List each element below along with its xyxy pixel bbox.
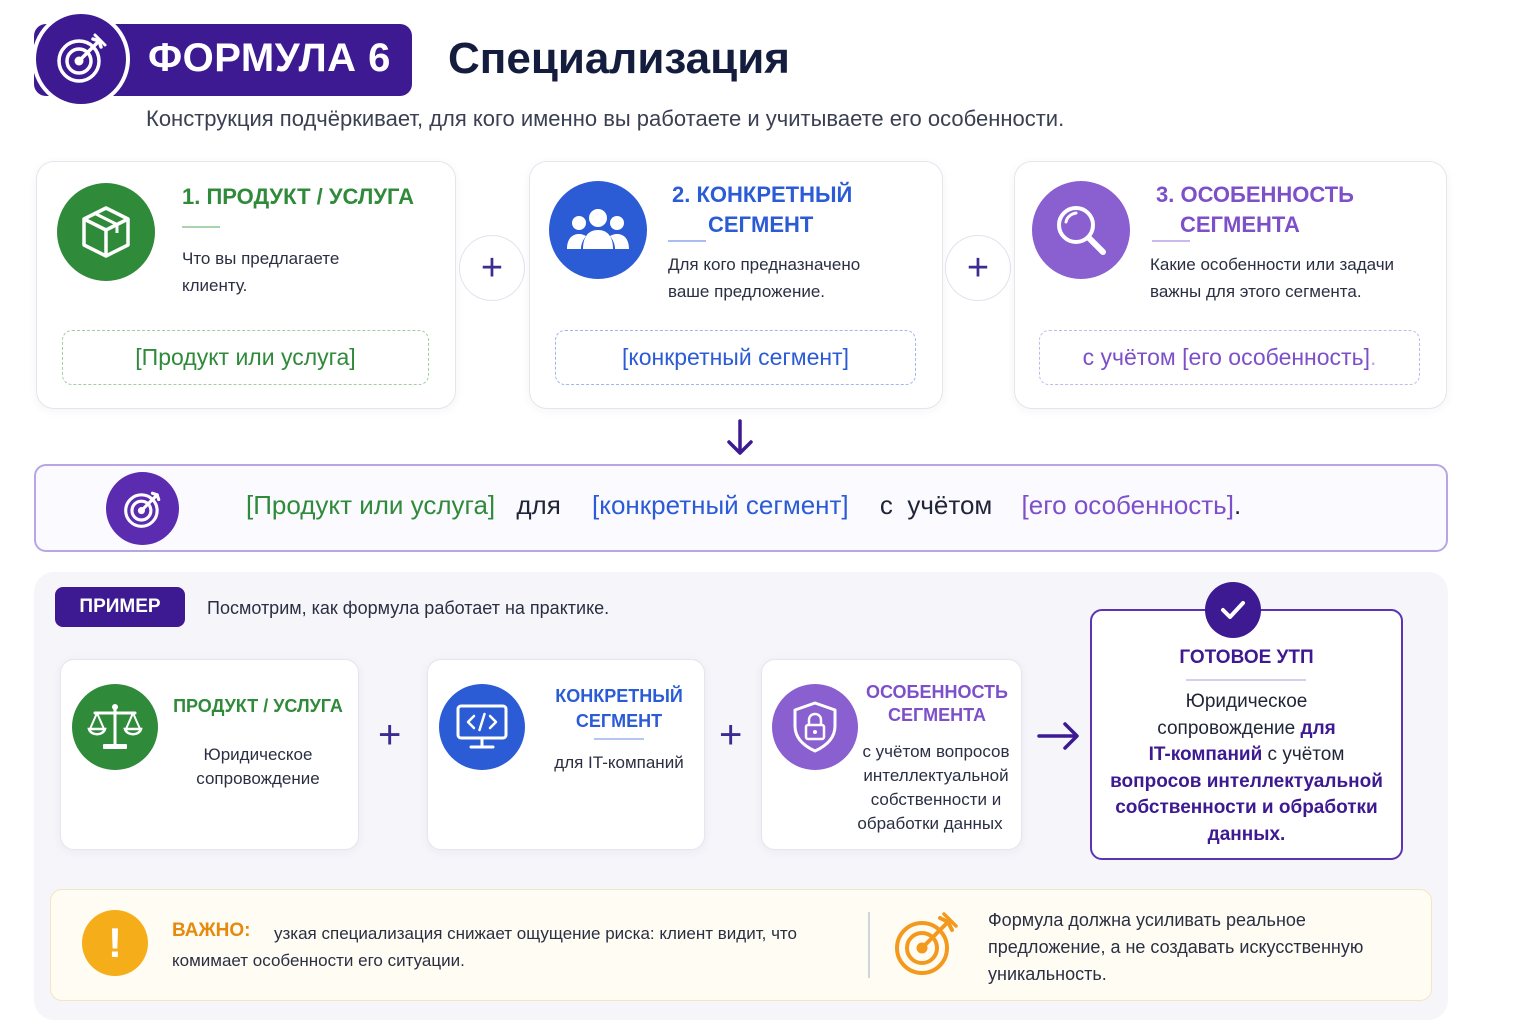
example-desc-line: Юридическое — [203, 745, 313, 764]
step-title: 3. ОСОБЕННОСТЬ — [1156, 182, 1354, 207]
step-desc-line: ваше предложение. — [668, 282, 826, 301]
warning-text: узкая специализация снижает ощущение риска: клиент видит, что комимает особенности его ситуации. — [172, 924, 797, 970]
check-icon — [1218, 595, 1248, 625]
code-monitor-icon — [455, 702, 509, 752]
example-desc-line: собственности и — [870, 790, 1002, 809]
badge-circle — [32, 10, 130, 108]
warning-icon: ! — [82, 910, 148, 976]
example-title: ПРОДУКТ / УСЛУГА — [173, 696, 343, 716]
search-icon — [1051, 200, 1111, 260]
step-icon-circle — [549, 181, 647, 279]
example-desc-line: для IT-компаний — [554, 753, 684, 772]
result-line: сопровождение — [1157, 717, 1301, 739]
result-highlight: IT-компаний — [1148, 744, 1263, 765]
slot-suffix: . — [1369, 344, 1377, 370]
page-title: Специализация — [448, 34, 790, 83]
example-icon-circle — [439, 684, 525, 770]
step-icon-circle — [1032, 181, 1130, 279]
result-highlight: собственности и обработки — [1115, 797, 1378, 818]
formula-part-segment: [конкретный сегмент] — [592, 490, 849, 520]
step-rule — [668, 240, 706, 242]
target-icon — [121, 487, 165, 531]
step-rule — [1152, 240, 1190, 242]
target-icon — [53, 31, 109, 87]
result-highlight: вопросов интеллектуальной — [1110, 770, 1383, 792]
example-intro: Посмотрим, как формула работает на практике. — [207, 598, 610, 618]
example-badge: ПРИМЕР — [55, 587, 185, 627]
result-highlight: данных. — [1207, 823, 1286, 845]
scales-icon — [87, 701, 143, 753]
step-title: 2. КОНКРЕТНЫЙ — [672, 182, 853, 207]
page-subtitle: Конструкция подчёркивает, для кого именно вы работаете и учитываете его особенности. — [146, 106, 1065, 131]
step-desc-line: клиенту. — [182, 276, 248, 295]
step-title: СЕГМЕНТА — [1180, 212, 1300, 237]
formula-part-product: [Продукт или услуга] — [246, 490, 496, 520]
result-title: ГОТОВОЕ УТП — [1179, 647, 1314, 668]
formula-join: с учётом — [879, 490, 993, 520]
plus-connector: + — [378, 713, 402, 757]
example-title: СЕГМЕНТА — [887, 705, 987, 725]
target-icon — [890, 910, 960, 980]
result-line: с учётом — [1262, 744, 1345, 765]
tip-text: Формула должна усиливать реальное предложение, а не создавать искусственную уникальность. — [988, 910, 1364, 984]
example-rule — [594, 738, 644, 740]
slot-text: [конкретный сегмент] — [621, 344, 849, 370]
warning-label: ВАЖНО: — [172, 920, 251, 941]
formula-join: для — [516, 490, 561, 520]
arrow-down-icon — [724, 418, 756, 458]
example-title: СЕГМЕНТ — [575, 711, 663, 731]
check-circle — [1205, 582, 1261, 638]
plus-connector: + — [459, 235, 525, 301]
formula-icon-circle — [106, 472, 179, 545]
arrow-right-icon — [1036, 718, 1082, 754]
step-slot-product — [62, 330, 429, 385]
plus-connector: + — [719, 713, 743, 757]
slot-prefix: с учётом — [1082, 344, 1183, 370]
step-desc-line: важны для этого сегмента. — [1150, 282, 1362, 301]
example-icon-circle — [72, 684, 158, 770]
result-rule — [1186, 679, 1306, 681]
example-title: ОСОБЕННОСТЬ — [866, 682, 1008, 702]
step-title: 1. ПРОДУКТ / УСЛУГА — [182, 184, 414, 209]
example-desc-line: сопровождение — [196, 769, 320, 788]
step-title: СЕГМЕНТ — [708, 212, 814, 237]
slot-text: [Продукт или услуга] — [135, 344, 356, 370]
result-text — [1096, 689, 1397, 848]
result-line: Юридическое — [1185, 691, 1308, 712]
shield-lock-icon — [790, 700, 840, 754]
example-desc-line: обработки данных — [857, 814, 1003, 833]
step-rule — [182, 226, 220, 228]
step-slot-segment — [555, 330, 916, 385]
plus-connector: + — [945, 235, 1011, 301]
formula-part-feature: [его особенность] — [1021, 490, 1234, 520]
users-icon — [565, 205, 631, 255]
step-icon-circle — [57, 183, 155, 281]
formula-end: . — [1233, 490, 1242, 520]
step-desc-line: Для кого предназначено — [668, 255, 861, 274]
step-desc-line: Что вы предлагаете — [182, 249, 340, 268]
note-divider — [868, 912, 870, 978]
step-slot-feature — [1039, 330, 1420, 385]
example-desc-line: интеллектуальной — [863, 766, 1009, 785]
result-highlight: для — [1300, 717, 1336, 739]
example-title: КОНКРЕТНЫЙ — [555, 686, 683, 706]
formula-text — [246, 490, 1255, 521]
box-icon — [76, 202, 136, 262]
badge-label: ФОРМУЛА 6 — [148, 36, 391, 80]
example-desc-line: с учётом вопросов — [862, 742, 1010, 761]
step-desc-line: Какие особенности или задачи — [1150, 255, 1395, 274]
slot-text: [его особенность] — [1182, 344, 1370, 370]
